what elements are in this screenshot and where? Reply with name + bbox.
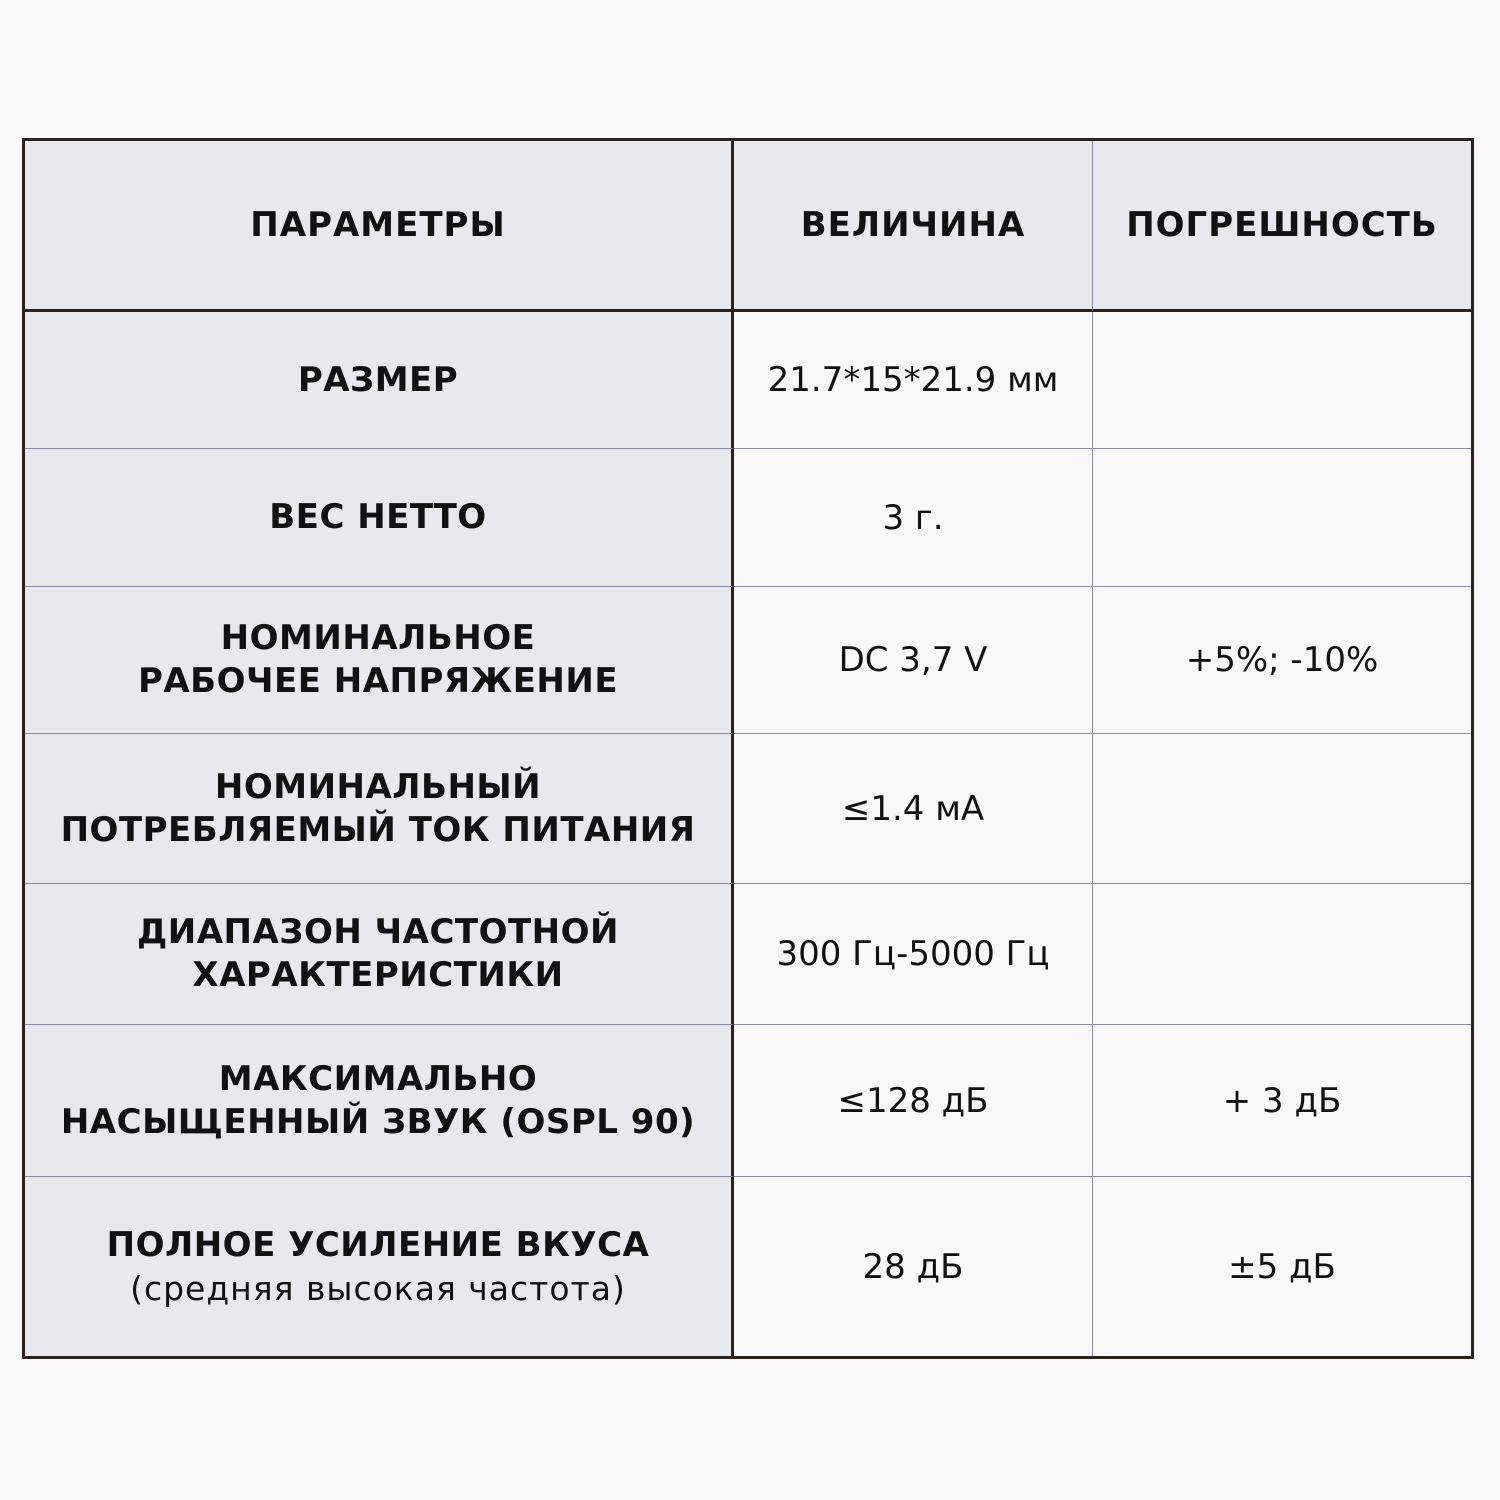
- param-label-line1: НОМИНАЛЬНОЕ: [220, 618, 536, 658]
- param-label: ВЕС НЕТТО: [269, 497, 487, 537]
- header-parameters: [25, 141, 734, 312]
- value-label: 300 Гц-5000 Гц: [776, 934, 1050, 974]
- param-label-sub: (средняя высокая частота): [130, 1268, 626, 1308]
- param-cell: [25, 1025, 734, 1177]
- value-label: 21.7*15*21.9 мм: [767, 360, 1059, 400]
- value-cell: [734, 1025, 1093, 1177]
- header-parameters-label: ПАРАМЕТРЫ: [250, 205, 506, 245]
- header-value: [734, 141, 1093, 312]
- param-cell: [25, 587, 734, 734]
- header-tolerance-label: ПОГРЕШНОСТЬ: [1126, 205, 1438, 245]
- param-label-line1: ДИАПАЗОН ЧАСТОТНОЙ: [136, 912, 619, 952]
- spec-table: [22, 138, 1474, 1359]
- tolerance-label: ±5 дБ: [1228, 1246, 1336, 1287]
- value-label: DC 3,7 V: [838, 640, 988, 680]
- param-cell: [25, 734, 734, 884]
- param-cell: [25, 1177, 734, 1356]
- tolerance-cell: [1093, 734, 1471, 884]
- value-label: 3 г.: [882, 497, 944, 538]
- tolerance-cell: [1093, 1025, 1471, 1177]
- value-label: ≤128 дБ: [837, 1080, 989, 1121]
- header-tolerance: [1093, 141, 1471, 312]
- tolerance-cell: [1093, 312, 1471, 449]
- tolerance-cell: [1093, 884, 1471, 1025]
- tolerance-cell: [1093, 449, 1471, 587]
- value-cell: [734, 312, 1093, 449]
- param-cell: [25, 449, 734, 587]
- param-label: РАЗМЕР: [297, 359, 459, 400]
- value-cell: [734, 1177, 1093, 1356]
- param-label-line2: ПОТРЕБЛЯЕМЫЙ ТОК ПИТАНИЯ: [60, 809, 696, 850]
- value-label: ≤1.4 мА: [841, 788, 985, 829]
- value-cell: [734, 449, 1093, 587]
- tolerance-label: +5%; -10%: [1185, 640, 1379, 680]
- value-label: 28 дБ: [862, 1246, 964, 1287]
- param-label-line1: ПОЛНОЕ УСИЛЕНИЕ ВКУСА: [106, 1224, 650, 1265]
- value-cell: [734, 734, 1093, 884]
- param-label-line2: ХАРАКТЕРИСТИКИ: [192, 955, 564, 995]
- header-value-label: ВЕЛИЧИНА: [800, 205, 1026, 245]
- value-cell: [734, 587, 1093, 734]
- param-cell: [25, 312, 734, 449]
- tolerance-cell: [1093, 587, 1471, 734]
- param-label-line1: МАКСИМАЛЬНО: [218, 1058, 538, 1099]
- param-label-line2: НАСЫЩЕННЫЙ ЗВУК (OSPL 90): [60, 1101, 696, 1142]
- param-label-line1: НОМИНАЛЬНЫЙ: [214, 766, 542, 807]
- tolerance-cell: [1093, 1177, 1471, 1356]
- param-label-line2: РАБОЧЕЕ НАПРЯЖЕНИЕ: [137, 661, 619, 701]
- value-cell: [734, 884, 1093, 1025]
- tolerance-label: + 3 дБ: [1222, 1080, 1342, 1121]
- param-cell: [25, 884, 734, 1025]
